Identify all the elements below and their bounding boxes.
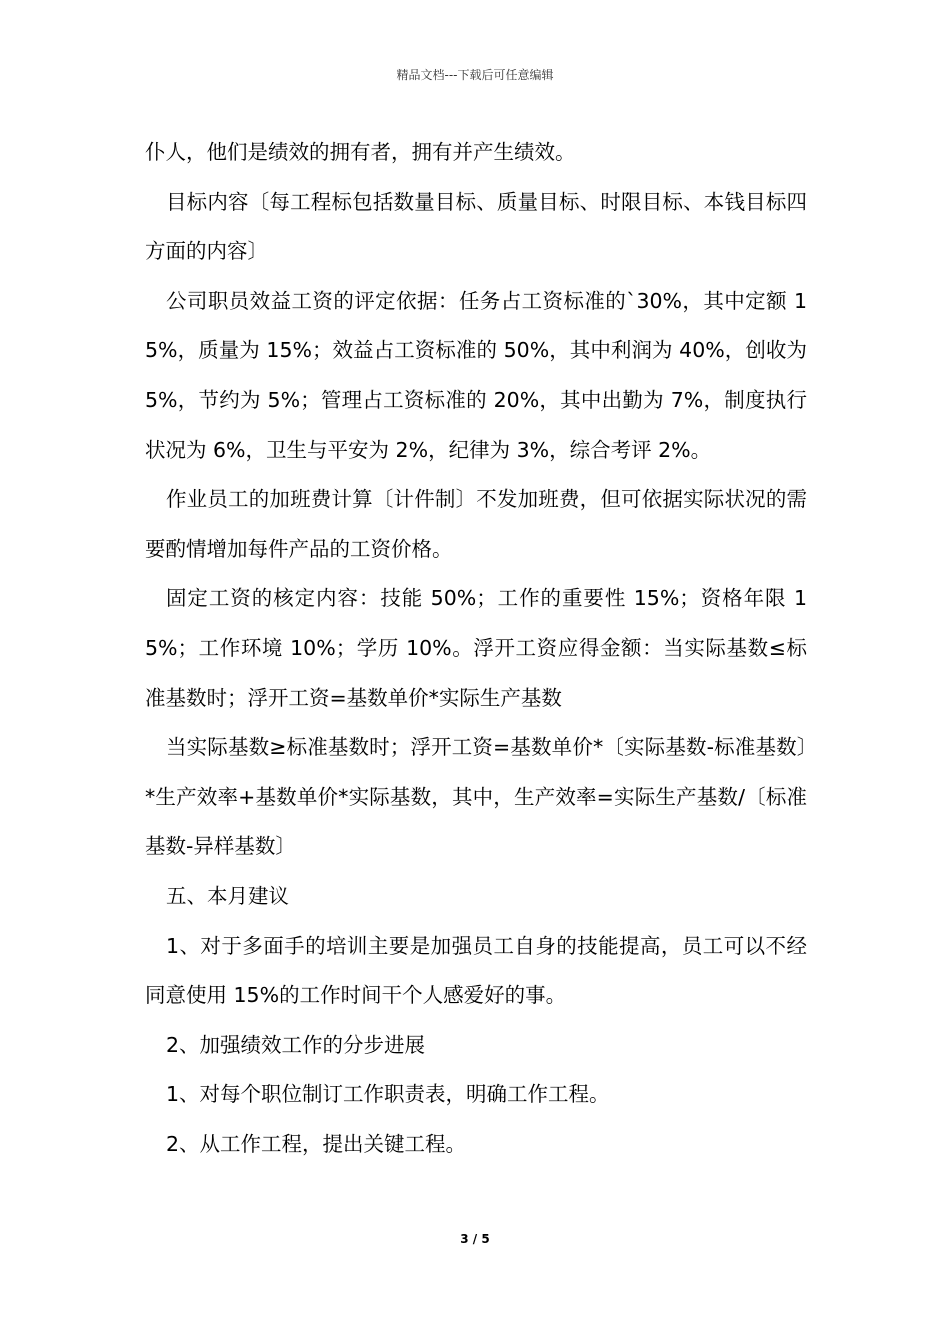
paragraph-6: 当实际基数≥标准基数时；浮开工资=基数单价*〔实际基数-标准基数〕*生产效率+基数单价*实际基数，其中，生产效率=实际生产基数/〔标准基数-异样基数〕 bbox=[145, 735, 807, 859]
section-heading: 五、本月建议 bbox=[166, 883, 289, 908]
list-item: 2、加强绩效工作的分步进展 bbox=[166, 1032, 426, 1057]
document-body bbox=[145, 128, 807, 1169]
list-item: 1、对于多面手的培训主要是加强员工自身的技能提高，员工可以不经同意使用 15%的工作时间干个人感爱好的事。 bbox=[145, 933, 807, 1008]
paragraph-4: 作业员工的加班费计算〔计件制〕不发加班费，但可依据实际状况的需要酌情增加每件产品的工资价格。 bbox=[145, 487, 807, 561]
page-header: 精品文档---下载后可任意编辑 bbox=[396, 68, 554, 82]
paragraph-1: 仆人，他们是绩效的拥有者，拥有并产生绩效。 bbox=[145, 140, 576, 164]
list-item: 2、从工作工程，提出关键工程。 bbox=[166, 1131, 467, 1156]
paragraph-5: 固定工资的核定内容：技能 50%；工作的重要性 15%；资格年限 15%；工作环境 10%；学历 10%。浮开工资应得金额：当实际基数≤标准基数时；浮开工资=基数单价*实际生产基数 bbox=[145, 586, 807, 710]
page-number: 3 / 5 bbox=[460, 1232, 490, 1246]
paragraph-2: 目标内容〔每工程标包括数量目标、质量目标、时限目标、本钱目标四方面的内容〕 bbox=[145, 189, 807, 264]
list-item: 1、对每个职位制订工作职责表，明确工作工程。 bbox=[166, 1082, 610, 1107]
paragraph-3: 公司职员效益工资的评定依据：任务占工资标准的`30%，其中定额 15%，质量为 15%；效益占工资标准的 50%，其中利润为 40%，创收为 5%，节约为 5%；管理占工资标准的 20%，其中出勤为 7%，制度执行状况为 6%，卫生与平安为 2%，纪律为 3%，综合考评 2%。 bbox=[145, 288, 807, 462]
